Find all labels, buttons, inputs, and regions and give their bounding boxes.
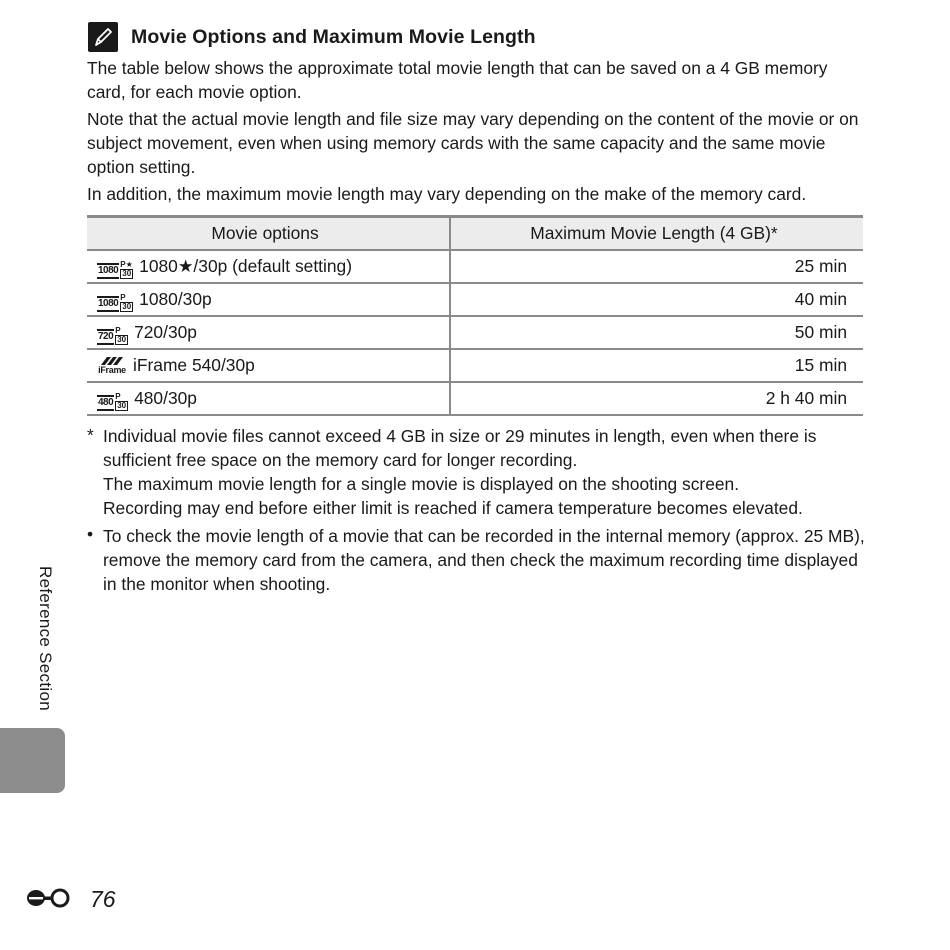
page-number xyxy=(26,886,116,913)
length-cell: 15 min xyxy=(450,349,863,382)
option-cell xyxy=(87,382,450,415)
option-cell xyxy=(87,316,450,349)
footnote-line: The maximum movie length for a single movie is displayed on the shooting screen. xyxy=(103,474,740,494)
length-cell: 50 min xyxy=(450,316,863,349)
option-cell xyxy=(87,349,450,382)
movie-length-table xyxy=(87,215,863,416)
side-section-label: Reference Section xyxy=(36,566,55,711)
table-row xyxy=(87,250,863,283)
iframe-movie-icon: iFrame xyxy=(97,356,127,375)
addition-paragraph: In addition, the maximum movie length may vary depending on the make of the memory card. xyxy=(87,184,807,204)
column-header-length: Maximum Movie Length (4 GB)* xyxy=(450,217,863,251)
reference-section-icon xyxy=(26,886,88,913)
bullet-mark: • xyxy=(87,524,94,544)
table-row xyxy=(87,349,863,382)
footnote-line: Recording may end before either limit is reached if camera temperature becomes elevated. xyxy=(103,498,803,518)
option-label: iFrame 540/30p xyxy=(133,355,255,375)
length-cell: 40 min xyxy=(450,283,863,316)
length-cell: 25 min xyxy=(450,250,863,283)
option-cell xyxy=(87,283,450,316)
option-label: 720/30p xyxy=(134,322,197,342)
column-header-options: Movie options xyxy=(87,217,450,251)
page-number-text: 76 xyxy=(90,886,116,912)
table-header-row xyxy=(87,217,863,251)
length-cell: 2 h 40 min xyxy=(450,382,863,415)
table-row xyxy=(87,283,863,316)
movie-1080-star-icon: 1080 P★ 30 xyxy=(98,259,133,278)
section-tab xyxy=(0,728,65,793)
footnote-asterisk: * xyxy=(87,425,94,445)
movie-1080-icon: 1080 P 30 xyxy=(98,292,132,311)
option-label: 480/30p xyxy=(134,388,197,408)
movie-480-icon: 480 P 30 xyxy=(98,391,127,410)
section-heading xyxy=(88,22,536,52)
option-label: 1080/30p xyxy=(139,289,212,309)
note-paragraph: Note that the actual movie length and file size may vary depending on the content of the movie or on subject movement, even when using memory cards with the same capacity and the same movie option setting. xyxy=(87,109,859,177)
footnote-line: Individual movie files cannot exceed 4 GB in size or 29 minutes in length, even when there is sufficient free space on the memory card for longer recording. xyxy=(103,426,817,470)
option-cell xyxy=(87,250,450,283)
option-label: 1080★/30p (default setting) xyxy=(139,256,352,276)
pencil-note-icon xyxy=(88,22,118,52)
movie-720-icon: 720 P 30 xyxy=(98,325,127,344)
table-row xyxy=(87,316,863,349)
intro-paragraph: The table below shows the approximate total movie length that can be saved on a 4 GB memory card, for each movie option. xyxy=(87,58,828,102)
bullet-text: To check the movie length of a movie that can be recorded in the internal memory (approx. 25 MB), remove the memory card from the camera, and then check the maximum recording time displayed in the monitor when shooting. xyxy=(103,526,865,594)
heading-title: Movie Options and Maximum Movie Length xyxy=(131,25,536,48)
table-row xyxy=(87,382,863,415)
